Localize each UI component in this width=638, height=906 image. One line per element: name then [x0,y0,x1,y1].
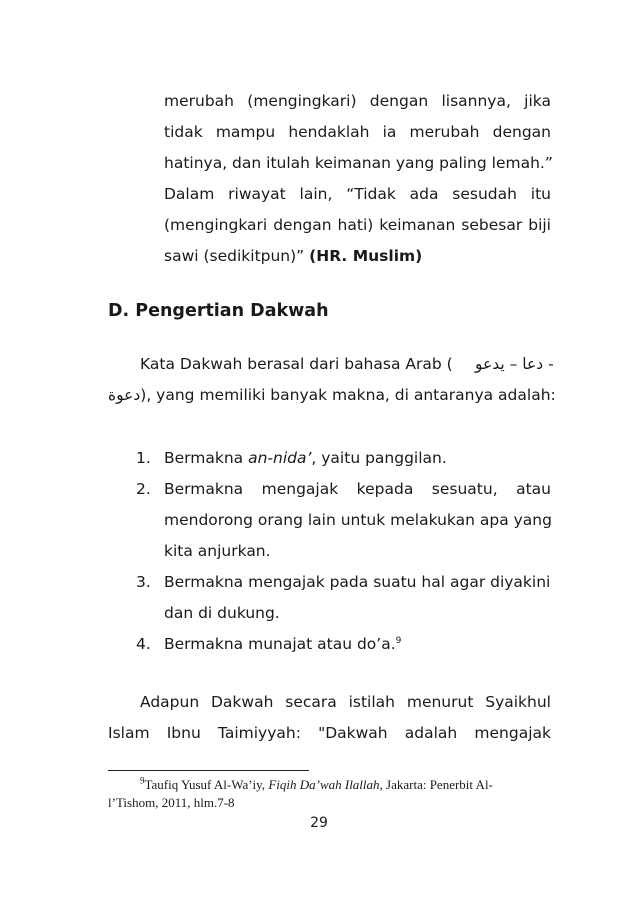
list-item-4 [164,634,401,654]
para1-text: Kata Dakwah berasal dari bahasa Arab ( [140,355,453,373]
hadith-source: (HR. Muslim) [309,247,423,265]
footnote-author: Taufiq Yusuf Al-Wa’iy, [144,777,269,792]
para2-line-1: Adapun Dakwah secara istilah menurut Syaikhul [140,693,551,711]
quote-line-2: tidak mampu hendaklah ia merubah dengan [164,123,551,141]
footnote-line-1 [140,776,493,793]
section-heading: D. Pengertian Dakwah [108,301,329,321]
list-number-3: 3. [136,573,151,591]
list-item-3-line-1: Bermakna mengajak pada suatu hal agar diyakini [164,573,551,591]
list-item-2-line-2: mendorong orang lain untuk melakukan apa yang [164,511,552,529]
page-number: 29 [310,815,328,831]
list-item-2-line-3: kita anjurkan. [164,542,271,560]
quote-line-5: (mengingkari dengan hati) keimanan sebesar biji [164,216,551,234]
footnote-separator [108,770,309,771]
footnote-line-2: l’Tishom, 2011, hlm.7-8 [108,795,235,810]
arabic-dawah: دعوة [108,386,141,404]
quote-line-1: merubah (mengingkari) dengan lisannya, jika [164,92,551,110]
quote-line-3: hatinya, dan itulah keimanan yang paling lemah.” [164,154,553,172]
list-item-4-text: Bermakna munajat atau do’a. [164,635,396,653]
footnote-number: 9 [140,775,145,786]
para1-line-1 [140,354,453,374]
list-number-2: 2. [136,480,151,498]
list-number-1: 1. [136,449,151,467]
list-item-2-line-1: Bermakna mengajak kepada sesuatu, atau [164,480,551,498]
quote-line-4: Dalam riwayat lain, “Tidak ada sesudah itu [164,185,551,203]
list-number-4: 4. [136,635,151,653]
footnote-publisher: , Jakarta: Penerbit Al- [379,777,493,792]
para1-line-2 [108,385,556,405]
quote-line-6-text: sawi (sedikitpun)” [164,247,305,265]
para1-line-2-text: ), yang memiliki banyak makna, di antaranya adalah: [140,386,556,404]
list-item-1-rest: , yaitu panggilan. [311,449,447,467]
para2-line-2: Islam Ibnu Taimiyyah: "Dakwah adalah mengajak [108,724,551,742]
arabic-verb-forms: دعا – يدعو - [475,355,554,373]
list-item-1-text: Bermakna [164,449,249,467]
quote-line-6 [164,246,422,266]
footnote-title: Fiqih Da’wah Ilallah [268,777,380,792]
list-item-1-term: an-nida’ [248,449,312,467]
list-item-1 [164,448,447,468]
footnote-ref: 9 [395,635,402,646]
list-item-3-line-2: dan di dukung. [164,604,280,622]
